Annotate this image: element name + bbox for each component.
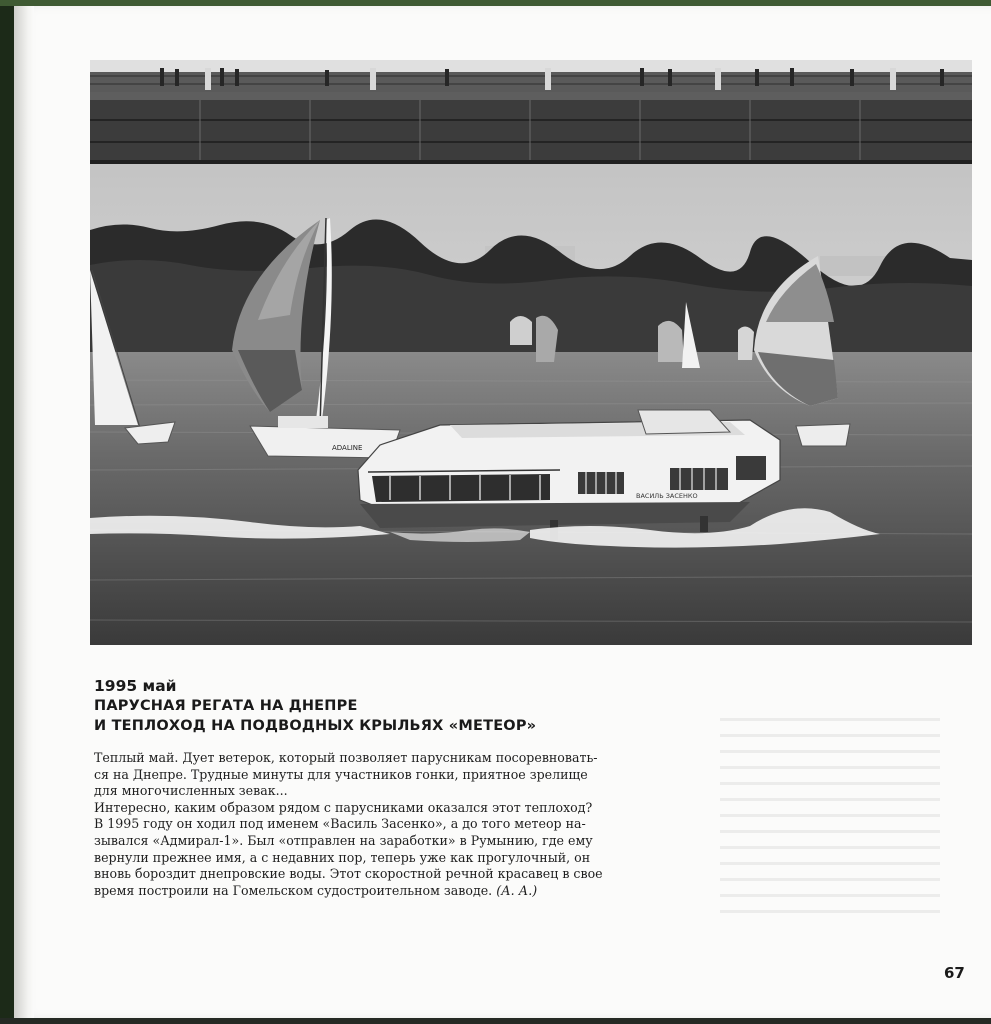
- body-line: для многочисленных зевак...: [94, 783, 288, 799]
- body-line: вернули прежнее имя, а с недавних пор, теперь уже как прогулочный, он: [94, 849, 591, 865]
- page-number: 67: [944, 964, 965, 982]
- scan-edge-bottom: [0, 1018, 991, 1024]
- body-line: вновь бороздит днепровские воды. Этот скоростной речной красавец в свое: [94, 866, 603, 882]
- page-gutter: [14, 6, 34, 1018]
- regatta-photo: [90, 60, 972, 645]
- photo-caption: [94, 677, 684, 899]
- body-line: Интересно, каким образом рядом с парусниками оказался этот теплоход?: [94, 799, 593, 815]
- bridge: [90, 60, 972, 164]
- body-line: зывался «Адмирал-1». Был «отправлен на заработки» в Румынию, где ему: [94, 832, 593, 848]
- book-page: [14, 6, 991, 1018]
- svg-text:ВАСИЛЬ ЗАСЕНКО: ВАСИЛЬ ЗАСЕНКО: [636, 492, 698, 500]
- caption-year: 1995 май: [94, 677, 177, 695]
- body-line: ся на Днепре. Трудные минуты для участников гонки, приятное зрелище: [94, 766, 588, 782]
- caption-body: [94, 750, 682, 899]
- caption-title-line-1: ПАРУСНАЯ РЕГАТА НА ДНЕПРЕ: [94, 698, 358, 714]
- caption-title-line-2: И ТЕПЛОХОД НА ПОДВОДНЫХ КРЫЛЬЯХ «МЕТЕОР»: [94, 718, 537, 734]
- author-initials: (А. А.): [496, 882, 538, 898]
- body-line: В 1995 году он ходил под именем «Василь Засенко», а до того метеор на-: [94, 816, 586, 832]
- body-line: Теплый май. Дует ветерок, который позволяет парусникам посоревновать-: [94, 750, 598, 765]
- body-line: время построили на Гомельском судостроительном заводе.: [94, 882, 493, 898]
- svg-text:ADALINE: ADALINE: [332, 444, 363, 452]
- show-through-text: [720, 718, 940, 918]
